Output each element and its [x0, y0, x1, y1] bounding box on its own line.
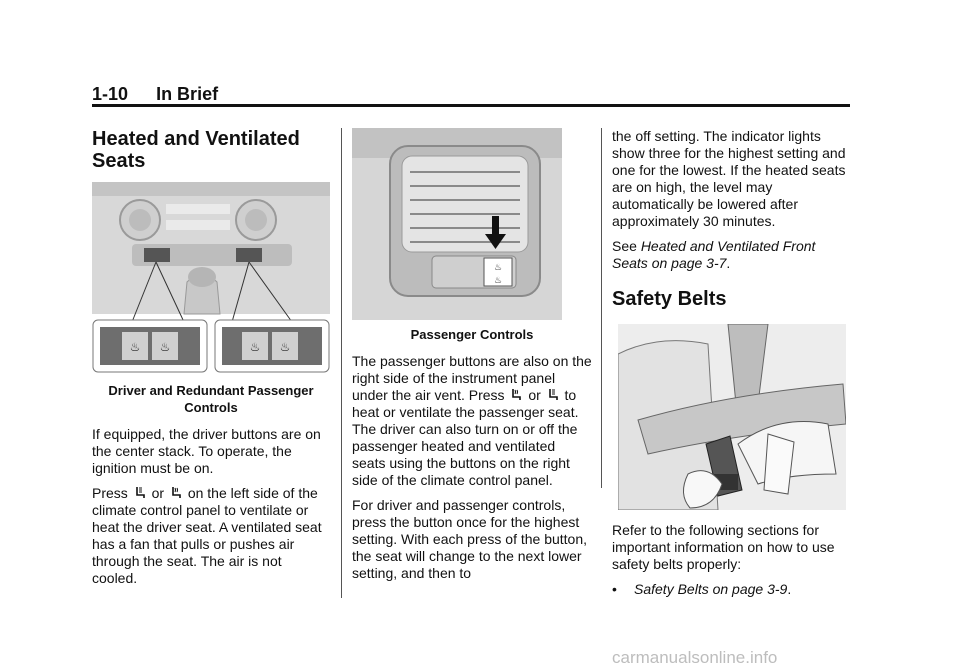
svg-text:♨: ♨ [493, 262, 503, 272]
page-header [92, 84, 218, 105]
header-rule [92, 104, 850, 107]
column-divider [601, 128, 602, 488]
svg-text:♨: ♨ [129, 340, 141, 354]
passenger-seat-text: to heat or ventilate the passenger seat. The driver can also turn on or off the passenger heated and ventilated seats using the buttons on the right side of the climate control panel. [352, 387, 579, 488]
heated-seat-icon [510, 388, 522, 402]
ventilated-seat-icon [134, 486, 146, 500]
svg-text:♨: ♨ [279, 340, 291, 354]
passenger-figure-caption: Passenger Controls [410, 327, 534, 342]
col1-paragraph-2 [92, 485, 330, 587]
safety-belt-figure [618, 324, 846, 510]
ventilated-seat-icon [547, 388, 559, 402]
col1-paragraph-1: If equipped, the driver buttons are on the center stack. To operate, the ignition must be on. [92, 426, 321, 476]
section-title: In Brief [156, 84, 219, 104]
see-prefix: See [612, 238, 637, 254]
bullet-text [634, 581, 791, 598]
bullet-suffix: . [787, 581, 792, 597]
or-text: or [151, 485, 165, 501]
driver-controls-figure [92, 182, 330, 376]
svg-text:♨: ♨ [249, 340, 261, 354]
column-3 [612, 128, 852, 598]
safety-belts-heading: Safety Belts [612, 288, 727, 310]
bullet-marker: • [612, 581, 617, 597]
driver-figure-caption: Driver and Redundant Passenger Controls [108, 383, 314, 415]
or-text: or [528, 387, 541, 403]
watermark: carmanualsonline.info [612, 648, 778, 667]
heated-seats-heading: Heated and Ventilated Seats [92, 128, 300, 172]
page-number: 1-10 [92, 84, 129, 104]
svg-text:♨: ♨ [493, 275, 503, 285]
press-text: Press [92, 485, 128, 501]
heated-seats-page-link[interactable]: Heated and Ventilated Front Seats on page 3-7 [612, 238, 816, 271]
heated-seat-icon [170, 486, 182, 500]
col3-paragraph-2: Refer to the following sections for important information on how to use safety belts properly: [612, 522, 835, 572]
column-1 [92, 128, 330, 595]
passenger-intro-text: The passenger buttons are also on the right side of the instrument panel under the air vent. Press [352, 353, 592, 403]
col2-paragraph-1 [352, 353, 592, 489]
col3-paragraph-1: the off setting. The indicator lights show three for the highest setting and one for the lowest. If the heated seats are on high, the level may automatically be lowered after approximately 30 minutes. [612, 128, 846, 229]
col2-paragraph-2: For driver and passenger controls, press the button once for the highest setting. With each press of the button, the seat will change to the next lower setting, and then to [352, 497, 588, 581]
svg-text:♨: ♨ [159, 340, 171, 354]
passenger-controls-figure [352, 128, 562, 320]
see-reference [612, 238, 852, 272]
column-divider [341, 128, 342, 598]
see-suffix: . [726, 255, 731, 271]
column-2 [352, 128, 592, 590]
safety-belts-bullet [612, 581, 852, 598]
safety-belts-page-link[interactable]: Safety Belts on page 3-9 [634, 581, 788, 597]
driver-seat-text: on the left side of the climate control panel to ventilate or heat the driver seat. A ventilated seat has a fan that pulls or pushes air through the seat. The air is not cooled. [92, 485, 322, 586]
